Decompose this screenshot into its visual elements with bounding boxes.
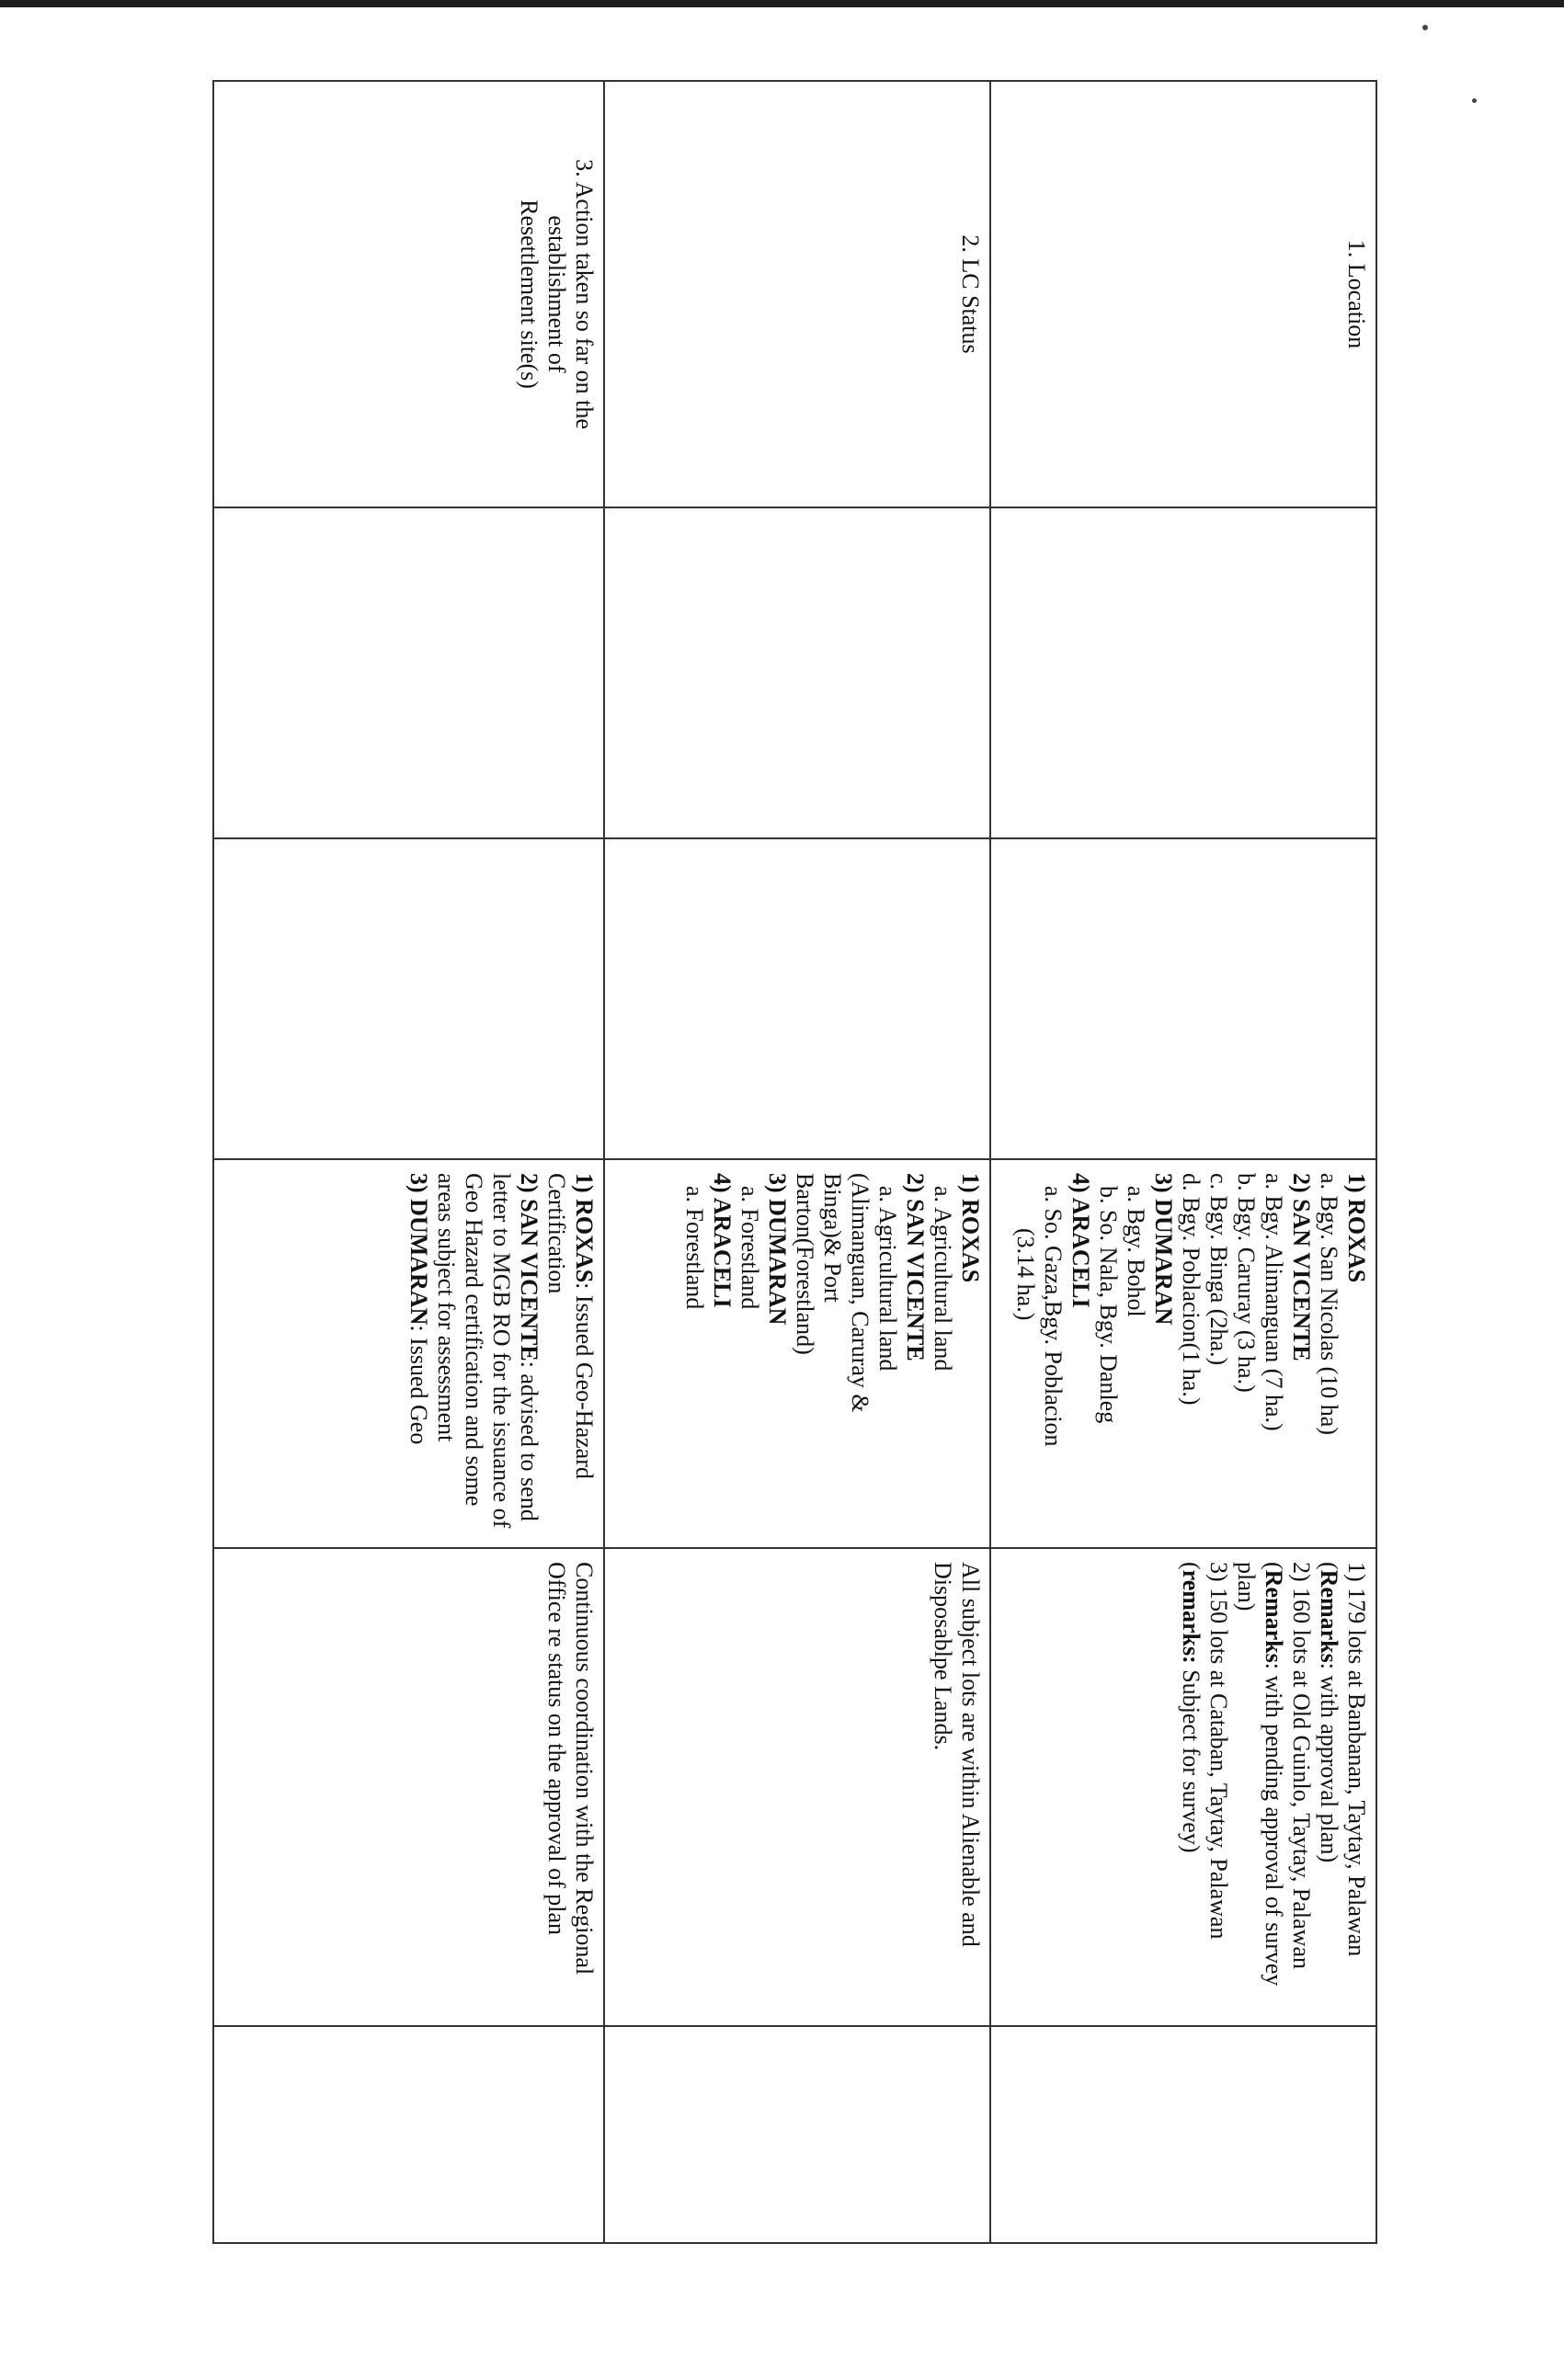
detail-line: Barton(Forestland) <box>792 1173 818 1355</box>
text-segment: : advised to send letter to MGB RO for the issuance of Geo Hazard certification and some areas subject for assessment <box>433 1173 542 1529</box>
text-segment: : with approval plan) <box>1316 1662 1342 1863</box>
empty-cell <box>213 2026 604 2243</box>
bold-text: 1) ROXAS <box>571 1173 598 1283</box>
action-taken-details <box>213 1159 604 1548</box>
empty-cell <box>213 838 604 1159</box>
lc-status-details <box>604 1159 990 1548</box>
location-remarks <box>990 1548 1376 2026</box>
action-taken-remarks <box>213 1548 604 2026</box>
text-segment: 2) 160 lots at Old Guinlo, Taytay, Palawan ( <box>1261 1562 1315 1970</box>
text-segment: Continuous coordination with the Regional Office re status on the approval of plan <box>543 1562 598 1976</box>
detail-line: b. So. Nala, Bgy. Danleg <box>1095 1186 1122 1424</box>
empty-cell <box>604 507 990 838</box>
remark-item <box>929 1562 984 2012</box>
location-details <box>990 1159 1376 1548</box>
municipality-heading: 1) ROXAS <box>957 1173 984 1283</box>
empty-cell <box>213 507 604 838</box>
table-row-lc-status <box>604 81 990 2243</box>
scan-speck <box>1422 25 1428 30</box>
municipality-heading: 4) ARACELI <box>1067 1173 1094 1308</box>
bold-text: 2) SAN VICENTE <box>516 1173 542 1361</box>
detail-line: a. Forestland <box>681 1186 708 1310</box>
row-label-text <box>515 159 598 429</box>
text-segment: Subject for survey) <box>1178 1663 1204 1853</box>
row-label-location: 1. Location <box>990 81 1376 507</box>
status-table <box>212 80 1377 2244</box>
text-segment: : Issued Geo <box>405 1325 432 1445</box>
row-label-line: establishment of <box>543 215 570 373</box>
detail-line: a. Agricultural land <box>930 1186 956 1372</box>
bold-text: Remarks <box>1261 1569 1287 1663</box>
row-label-line: 3. Action taken so far on the <box>571 159 598 429</box>
municipality-heading: 1) ROXAS <box>1343 1173 1370 1283</box>
action-item <box>542 1173 598 1534</box>
bold-text: remarks: <box>1178 1569 1204 1664</box>
bold-text: 3) DUMARAN <box>405 1173 432 1326</box>
detail-line: a. Forestland <box>736 1186 763 1310</box>
empty-cell <box>604 838 990 1159</box>
municipality-heading: 2) SAN VICENTE <box>902 1173 929 1361</box>
remark-item <box>542 1562 598 2012</box>
detail-line: a. So. Gaza,Bgy. Poblacion <box>1040 1186 1067 1447</box>
detail-line: Binga)& Port <box>819 1173 846 1303</box>
detail-line: d. Bgy. Poblacion(1 ha.) <box>1178 1173 1204 1406</box>
action-item <box>432 1173 542 1534</box>
empty-cell <box>990 507 1376 838</box>
text-segment: 1) 179 lots at Banbanan, Taytay, Palawan ( <box>1316 1562 1370 1957</box>
detail-line: a. Bgy. Alimanguan (7 ha.) <box>1261 1173 1287 1431</box>
text-segment: 3) 150 lots at Cataban, Taytay, Palawan ( <box>1178 1562 1232 1940</box>
municipality-heading: 2) SAN VICENTE <box>1288 1173 1315 1361</box>
action-item <box>405 1173 432 1534</box>
remark-item <box>1232 1562 1315 2012</box>
row-label-line: Resettlement site(s) <box>516 199 542 389</box>
detail-line: b. Bgy. Caruray (3 ha.) <box>1233 1173 1260 1393</box>
text-segment: : with pending approval of survey plan) <box>1233 1562 1287 1987</box>
remark-item <box>1315 1562 1370 2012</box>
municipality-heading: 4) ARACELI <box>709 1173 736 1308</box>
rotated-page <box>214 80 1377 2242</box>
scan-speck <box>1472 98 1477 103</box>
row-label-action-taken <box>213 81 604 507</box>
empty-cell <box>990 2026 1376 2243</box>
table-row-action-taken <box>213 81 604 2243</box>
detail-line: a. Agricultural land <box>874 1186 901 1372</box>
empty-cell <box>604 2026 990 2243</box>
scan-top-edge <box>0 0 1564 7</box>
detail-line: (Alimanguan, Caruray & <box>847 1173 873 1413</box>
text-segment: All subject lots are within Alienable and Disposablpe Lands. <box>930 1562 984 1947</box>
lc-status-remarks <box>604 1548 990 2026</box>
detail-line: c. Bgy. Binga (2ha.) <box>1205 1173 1232 1366</box>
row-label-lc-status: 2. LC Status <box>604 81 990 507</box>
text-segment: : Issued Geo-Hazard Certification <box>543 1173 598 1479</box>
detail-line: (3.14 ha.) <box>1012 1228 1039 1321</box>
municipality-heading: 3) DUMARAN <box>1150 1173 1177 1326</box>
detail-line: a. Bgy. Bohol <box>1123 1186 1149 1317</box>
bold-text: Remarks <box>1316 1569 1342 1663</box>
table-row-location <box>990 81 1376 2243</box>
detail-line: a. Bgy. San Nicolas (10 ha) <box>1316 1173 1342 1435</box>
empty-cell <box>990 838 1376 1159</box>
remark-item <box>1177 1562 1232 2012</box>
municipality-heading: 3) DUMARAN <box>764 1173 791 1326</box>
